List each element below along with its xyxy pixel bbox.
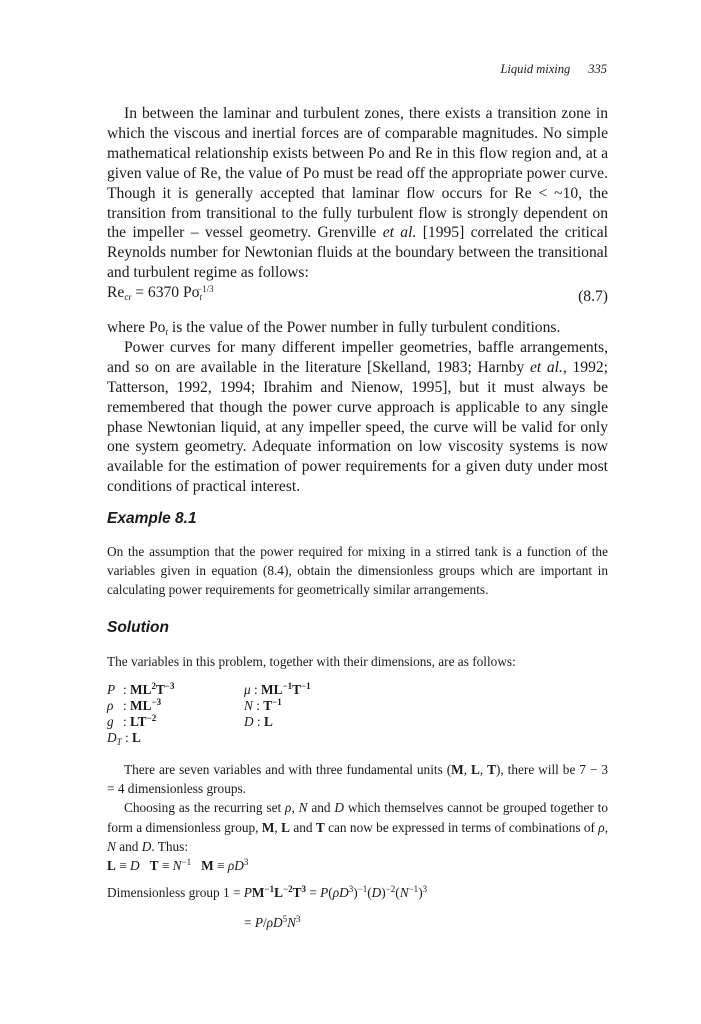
var-P: P : $ML^2T^{-3}$	[107, 681, 175, 697]
var-mu-dim: ML	[261, 682, 283, 697]
running-head	[107, 62, 607, 77]
para2-a: where Po	[107, 319, 166, 336]
var-N-dim: T	[263, 698, 273, 713]
eq-re: Re	[107, 284, 125, 301]
var-P-e2: −3	[164, 681, 175, 691]
var-mu: μ : $ML^{-1}T^{-1}$	[244, 681, 311, 697]
var-mu-dim2: T	[292, 682, 301, 697]
para2-b: is the value of the Power number in fully turbulent conditions.	[167, 319, 561, 336]
solution-heading: Solution	[107, 619, 169, 636]
var-mu-sym: μ	[244, 682, 251, 697]
var-mu-e1: −1	[282, 681, 293, 691]
var-g-sym: g	[107, 714, 114, 729]
solution-intro	[107, 652, 608, 671]
var-P-dim: ML	[130, 682, 152, 697]
unit-relations: L ≡ D $T \equiv N^{-1}$ $M \equiv \rho D^3$	[107, 857, 249, 873]
sol-p2-d: . Thus:	[151, 838, 189, 854]
var-P-dim2: T	[155, 682, 165, 697]
var-rho-e1: −3	[151, 697, 162, 707]
var-D: D : L	[244, 714, 273, 729]
eq-re-sub: cr	[124, 292, 132, 302]
example-text	[107, 542, 608, 600]
var-P-sym: P	[107, 682, 116, 697]
var-rho-sym: ρ	[107, 698, 114, 713]
equation-lhs	[107, 284, 214, 302]
sol-p1-b: ), there will be 7 − 3 = 4 dimensionless groups.	[107, 762, 608, 797]
var-N-e1: −1	[272, 697, 282, 707]
dimensionless-group-1: Dimensionless group $1 = PM^{-1}L^{-2}T^3 = P(\rho D^3)^{-1}(D)^{-2}(N^{-1})^3$	[107, 884, 428, 900]
para3-a: Power curves for many different impeller geometries, baffle arrangements, and so on are available in the literature [Skelland, 1983; Harnby	[107, 338, 608, 376]
para3-etal: et al.	[529, 358, 563, 376]
eq-po-sub: t	[199, 292, 202, 302]
eq-mid: = 6370 Po	[131, 284, 200, 301]
para1-tail: [1995] correlated the critical Reynolds number for Newtonian fluids at the boundary between the transitional and turbulent regime as follows:	[107, 224, 608, 282]
paragraph-transition-zone	[107, 104, 608, 283]
var-DT: $D_T$ : L	[107, 730, 141, 747]
var-DT-sym: D	[107, 730, 117, 745]
var-mu-e2: −1	[300, 681, 311, 691]
solution-paragraph: There are seven variables and with three fundamental units (M, L, T), there will be 7 − 3 = 4 dimensionless groups. Choosing as the recurring set ρ, N and D which themselves cannot be grouped together to form a dimensionless group, M, L and T can now be expressed in terms of combinations of ρ, N and D. Thus:	[107, 762, 609, 854]
sol-p2-a: Choosing as the recurring set	[124, 800, 282, 816]
var-g: g : $LT^{-2}$	[107, 713, 157, 729]
group1-label: Dimensionless group 1 =	[107, 885, 241, 900]
var-rho: ρ : $ML^{-3}$	[107, 697, 162, 713]
var-rho-dim: ML	[130, 698, 152, 713]
running-title: Liquid mixing	[500, 62, 571, 76]
equation-8-7	[107, 284, 608, 308]
example-heading: Example 8.1	[107, 510, 197, 527]
para1-text: In between the laminar and turbulent zones, there exists a transition zone in which the viscous and inertial forces are of comparable magnitudes. No simple mathematical relationship exists between Po and Re in this flow region and, at a given value of Re, the value of Po must be read off the appropriate power curve. Though it is generally accepted that laminar flow occurs for Re < ~10, the transition from transitional to the fully turbulent flow is strongly dependent on the impeller – vessel geometry. Grenville	[107, 105, 608, 242]
page-number: 335	[588, 62, 607, 76]
sol-p1-a: There are seven variables and with three fundamental units (	[124, 762, 452, 777]
var-g-dim: LT	[130, 714, 147, 729]
var-DT-dim: L	[131, 730, 141, 745]
para2-sub: t	[165, 327, 168, 337]
example-text-body: On the assumption that the power required for mixing in a stirred tank is a function of the variables given in equation (8.4), obtain the dimensionless groups which are important in calculating power requirements for geometrically similar arrangements.	[107, 544, 608, 598]
var-D-sym: D	[244, 714, 254, 729]
var-N: N : $T^{-1}$	[244, 697, 282, 713]
eq-po-sup: −1/3	[197, 284, 214, 294]
var-N-sym: N	[244, 698, 253, 713]
var-DT-sub: T	[116, 737, 122, 747]
dimensionless-group-1-result: = $P/\rho D^5N^3$	[244, 914, 301, 930]
var-g-e1: −2	[146, 713, 157, 723]
para1-etal: et al.	[382, 224, 417, 242]
solution-intro-text: The variables in this problem, together with their dimensions, are as follows:	[107, 654, 516, 669]
sol-p2-b: which themselves cannot be grouped together to form a dimensionless group,	[107, 800, 608, 835]
var-D-dim: L	[263, 714, 273, 729]
equation-number: (8.7)	[578, 288, 608, 305]
paragraph-power-curves	[107, 318, 608, 497]
var-P-e1: 2	[151, 681, 156, 691]
para3-b: , 1992; Tatterson, 1992, 1994; Ibrahim and Nienow, 1995], but it must always be remembered that though the power curve approach is applicable to any single phase Newtonian liquid, at any impeller speed, the curve will be valid for only one system geometry. Adequate information on low viscosity systems is now available for the estimation of power requirements for a given duty under most conditions of practical interest.	[107, 358, 608, 496]
sol-p2-c: can now be expressed in terms of combinations of	[328, 819, 595, 835]
